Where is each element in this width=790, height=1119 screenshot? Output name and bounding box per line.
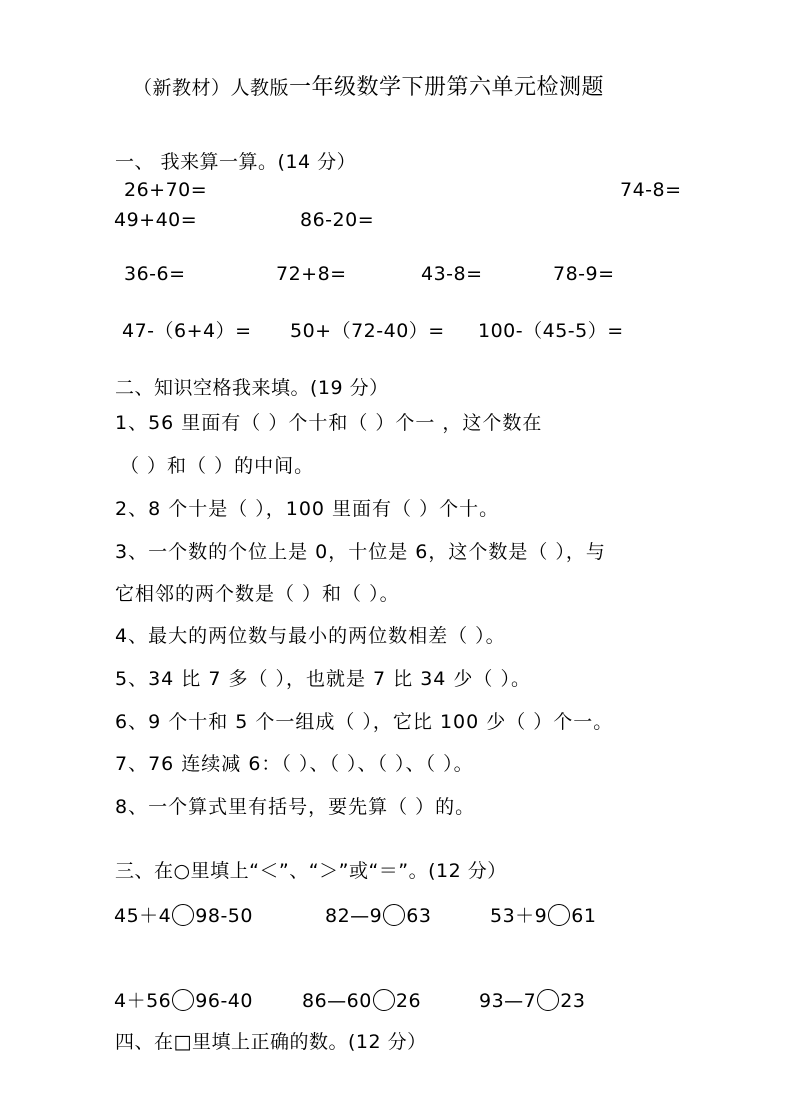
s1-r4-c1: 47-（6+4）= (122, 320, 252, 342)
circle-answer-box[interactable] (548, 904, 570, 926)
compare-item-1 (114, 904, 253, 928)
circle-answer-box[interactable] (537, 989, 559, 1011)
compare-left: 45＋4 (114, 905, 172, 927)
title-main: 一年级数学下册第六单元检测题 (289, 75, 605, 100)
s1-r3-c4: 78-9= (553, 263, 615, 285)
compare-item-3 (490, 904, 596, 928)
s1-r3-c2: 72+8= (276, 263, 347, 285)
s1-r4-c3: 100-（45-5）= (478, 320, 624, 342)
question-8: 8、一个算式里有括号，要先算（ ）的。 (115, 796, 476, 818)
compare-left: 93—7 (479, 990, 537, 1012)
question-7: 7、76 连续减 6：（ ）、（ ）、（ ）、（ ）。 (115, 753, 474, 775)
question-2: 2、8 个十是（ ），100 里面有（ ）个十。 (115, 498, 500, 520)
s1-r1-c1: 26+70= (124, 179, 208, 201)
compare-left: 86—60 (302, 990, 372, 1012)
question-3b: 它相邻的两个数是（ ）和（ ）。 (115, 583, 400, 605)
circle-answer-box[interactable] (373, 989, 395, 1011)
compare-item-4 (114, 989, 253, 1013)
section1-heading: 一、 我来算一算。(14 分） (115, 151, 357, 173)
compare-left: 4＋56 (114, 990, 172, 1012)
compare-right: 96-40 (195, 990, 253, 1012)
section4-heading: 四、在□里填上正确的数。(12 分） (115, 1031, 427, 1053)
s1-r1-c2: 74-8= (620, 179, 682, 201)
s1-r3-c3: 43-8= (421, 263, 483, 285)
circle-answer-box[interactable] (172, 904, 194, 926)
compare-right: 23 (560, 990, 586, 1012)
compare-right: 63 (406, 905, 432, 927)
compare-left: 53＋9 (490, 905, 548, 927)
s1-r2-c2: 86-20= (300, 209, 375, 231)
title-prefix: （新教材）人教版 (133, 77, 290, 99)
circle-answer-box[interactable] (383, 904, 405, 926)
compare-left: 82—9 (325, 905, 383, 927)
compare-item-6 (479, 989, 585, 1013)
question-1a: 1、56 里面有（ ）个十和（ ）个一 ，这个数在 (115, 412, 543, 434)
s1-r2-c1: 49+40= (114, 209, 198, 231)
compare-right: 61 (571, 905, 597, 927)
question-6: 6、9 个十和 5 个一组成（ ），它比 100 少（ ）个一。 (115, 711, 614, 733)
section3-heading: 三、在○里填上“＜”、“＞”或“＝”。(12 分） (115, 860, 507, 882)
question-1b: （ ）和（ ）的中间。 (120, 455, 315, 477)
question-4: 4、最大的两位数与最小的两位数相差（ ）。 (115, 625, 506, 647)
compare-right: 26 (395, 990, 422, 1012)
s1-r3-c1: 36-6= (124, 263, 186, 285)
compare-item-5 (302, 989, 421, 1013)
s1-r4-c2: 50+（72-40）= (290, 320, 445, 342)
compare-right: 98-50 (195, 905, 253, 927)
circle-answer-box[interactable] (172, 989, 194, 1011)
page-title (133, 76, 604, 100)
question-3a: 3、一个数的个位上是 0，十位是 6，这个数是（ ），与 (115, 541, 606, 563)
compare-item-2 (325, 904, 431, 928)
section2-heading: 二、知识空格我来填。(19 分） (115, 377, 389, 399)
question-5: 5、34 比 7 多（ ），也就是 7 比 34 少（ ）。 (115, 668, 531, 690)
